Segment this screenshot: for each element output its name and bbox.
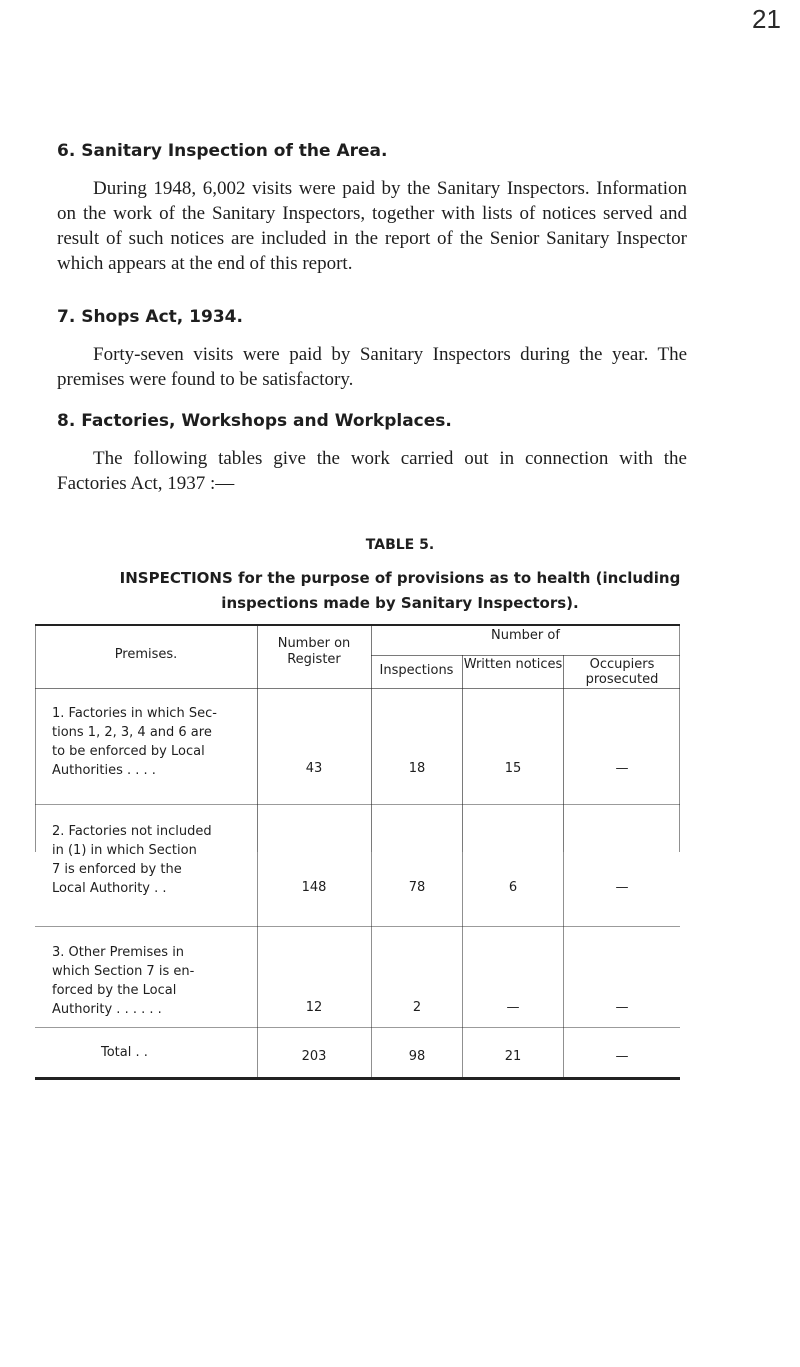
- row-1-line4: Authorities . . . .: [52, 763, 156, 778]
- row-1-inspections: 18: [408, 761, 426, 776]
- row-1-line2: tions 1, 2, 3, 4 and 6 are: [52, 725, 212, 740]
- total-inspections: 98: [408, 1049, 426, 1064]
- table-caption-line1: INSPECTIONS for the purpose of provisions as to health (including: [119, 569, 681, 587]
- row-3-line1: 3. Other Premises in: [52, 945, 185, 960]
- total-prosecuted: —: [615, 1049, 629, 1064]
- row-2-line3: 7 is enforced by the: [52, 862, 182, 877]
- table-end-rule: [35, 1077, 680, 1080]
- row-2-notices: 6: [508, 880, 518, 895]
- row-2-line2: in (1) in which Section: [52, 843, 197, 858]
- row-2-prosecuted: —: [615, 880, 629, 895]
- section-7-text: Forty-seven visits were paid by Sanitary Inspectors during the year. The premises were found to be satisfactory.: [57, 344, 687, 390]
- row-2-bottom-rule: [35, 926, 680, 927]
- row-2-premises: [52, 822, 212, 898]
- row-3-inspections: 2: [412, 1000, 422, 1015]
- header-register: Number on Register: [277, 636, 351, 667]
- page-number: 21: [752, 4, 781, 34]
- row-3-prosecuted: —: [615, 1000, 629, 1015]
- section-8-text: The following tables give the work carried out in connection with the Factories Act, 1937 :—: [57, 448, 687, 494]
- table-label: TABLE 5.: [365, 537, 435, 553]
- section-7-heading: 7. Shops Act, 1934.: [57, 307, 243, 327]
- section-6-text: During 1948, 6,002 visits were paid by the Sanitary Inspectors. Information on the work of the Sanitary Inspectors, together with lists of notices served and result of such notices are included in the report of the Senior Sanitary Inspector which appears at the end of this report.: [57, 178, 687, 274]
- row-3-line4: Authority . . . . . .: [52, 1002, 162, 1017]
- total-register: 203: [301, 1049, 327, 1064]
- row-1-notices: 15: [504, 761, 522, 776]
- total-label: Total . .: [101, 1045, 148, 1060]
- row-3-register: 12: [305, 1000, 323, 1015]
- table-caption-line2: inspections made by Sanitary Inspectors).: [221, 594, 579, 612]
- section-6-heading: 6. Sanitary Inspection of the Area.: [57, 141, 388, 161]
- header-premises: Premises.: [114, 647, 178, 662]
- header-written-notices: Written notices: [463, 657, 563, 672]
- header-occupiers-prosecuted: Occupiers prosecuted: [585, 657, 659, 687]
- body-col-rule-3: [462, 852, 463, 1078]
- row-1-premises: [52, 704, 217, 780]
- row-3-premises: [52, 943, 194, 1019]
- row-1-bottom-rule: [35, 804, 680, 805]
- row-2-line4: Local Authority . .: [52, 881, 167, 896]
- row-3-line3: forced by the Local: [52, 983, 177, 998]
- row-1-prosecuted: —: [615, 761, 629, 776]
- body-col-rule-2: [371, 852, 372, 1078]
- row-2-line1: 2. Factories not included: [52, 824, 212, 839]
- row-2-register: 148: [301, 880, 327, 895]
- header-inspections: Inspections: [379, 663, 454, 678]
- row-1-line3: to be enforced by Local: [52, 744, 205, 759]
- row-2-inspections: 78: [408, 880, 426, 895]
- row-1-register: 43: [305, 761, 323, 776]
- total-notices: 21: [504, 1049, 522, 1064]
- section-8-heading: 8. Factories, Workshops and Workplaces.: [57, 411, 452, 431]
- row-3-line2: which Section 7 is en-: [52, 964, 195, 979]
- body-col-rule-4: [563, 852, 564, 1078]
- header-number-of: Number of: [491, 628, 560, 643]
- row-1-line1: 1. Factories in which Sec-: [52, 706, 217, 721]
- body-col-rule-1: [257, 852, 258, 1078]
- row-3-notices: —: [506, 1000, 520, 1015]
- row-3-bottom-rule: [35, 1027, 680, 1028]
